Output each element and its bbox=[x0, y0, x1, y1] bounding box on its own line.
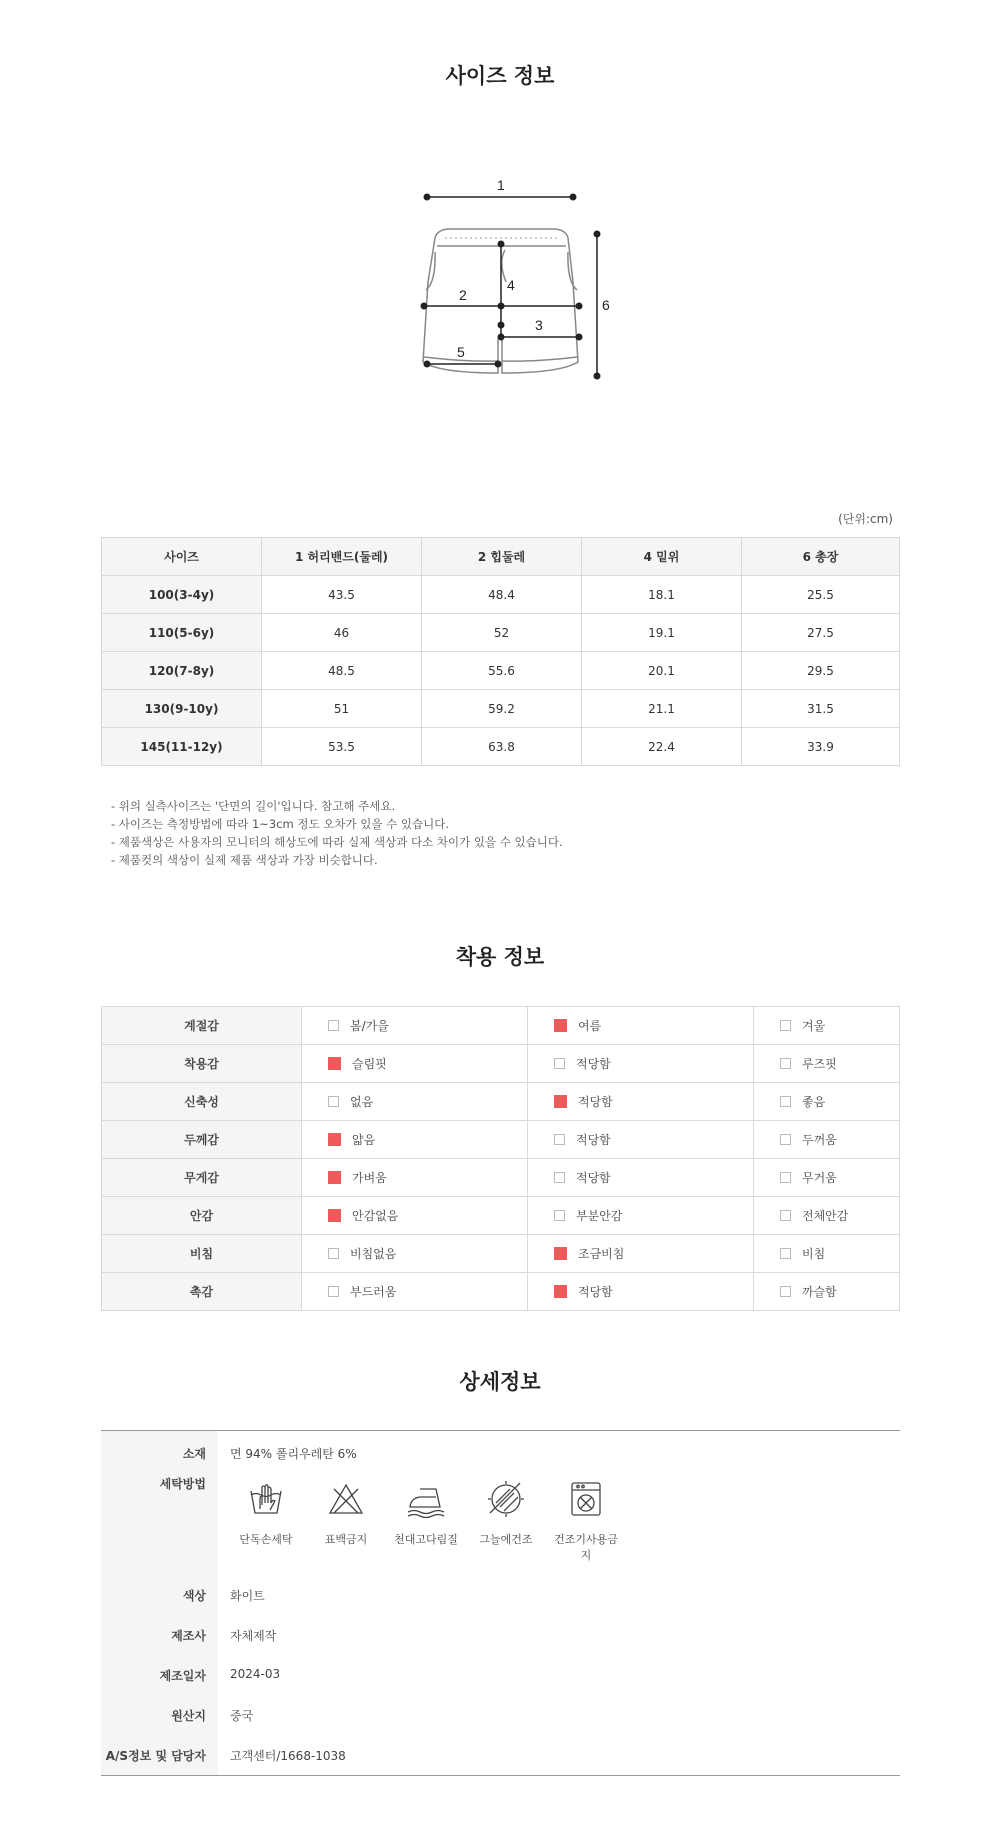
value-cell: 55.6 bbox=[422, 652, 582, 690]
fit-info-title: 착용 정보 bbox=[455, 945, 545, 969]
fit-option-label: 비침 bbox=[802, 1247, 826, 1261]
header-cell: 2 힙둘레 bbox=[422, 538, 582, 576]
fit-row bbox=[102, 1045, 900, 1083]
fit-option bbox=[302, 1235, 528, 1273]
checkbox-checked bbox=[328, 1171, 341, 1184]
note-item: - 사이즈는 측정방법에 따라 1~3cm 정도 오차가 있을 수 있습니다. bbox=[111, 817, 450, 831]
value-cell: 51 bbox=[262, 690, 422, 728]
no-bleach-icon bbox=[326, 1479, 366, 1519]
detail-row-date bbox=[101, 1655, 900, 1695]
fit-option-label: 루즈핏 bbox=[802, 1057, 837, 1071]
checkbox-unchecked bbox=[780, 1134, 791, 1145]
fit-option bbox=[528, 1159, 754, 1197]
size-info-title: 사이즈 정보 bbox=[445, 64, 555, 88]
checkbox-unchecked bbox=[780, 1058, 791, 1069]
fit-row bbox=[102, 1083, 900, 1121]
as-value: 고객센터/1668-1038 bbox=[230, 1749, 346, 1763]
as-label: A/S정보 및 담당자 bbox=[101, 1735, 218, 1776]
fit-option-label: 부드러움 bbox=[350, 1285, 397, 1299]
fit-option-label: 적당함 bbox=[578, 1285, 613, 1299]
fit-option bbox=[754, 1235, 900, 1273]
value-cell: 59.2 bbox=[422, 690, 582, 728]
fit-option-label: 무거움 bbox=[802, 1171, 837, 1185]
header-cell: 사이즈 bbox=[102, 538, 262, 576]
header-cell: 4 밑위 bbox=[582, 538, 742, 576]
detail-row-color bbox=[101, 1575, 900, 1615]
fit-option-label: 적당함 bbox=[576, 1171, 611, 1185]
diagram-label-4: 4 bbox=[507, 277, 515, 293]
header-cell: 1 허리밴드(둘레) bbox=[262, 538, 422, 576]
fit-row-label: 비침 bbox=[102, 1235, 302, 1273]
size-notes bbox=[111, 797, 563, 869]
detail-row-origin bbox=[101, 1695, 900, 1735]
value-cell: 18.1 bbox=[582, 576, 742, 614]
checkbox-unchecked bbox=[780, 1020, 791, 1031]
care-item bbox=[310, 1479, 382, 1563]
value-cell: 25.5 bbox=[742, 576, 900, 614]
fit-option-label: 조금비침 bbox=[578, 1247, 625, 1261]
diagram-label-3: 3 bbox=[535, 317, 543, 333]
checkbox-unchecked bbox=[554, 1134, 565, 1145]
fit-row bbox=[102, 1273, 900, 1311]
value-cell: 31.5 bbox=[742, 690, 900, 728]
care-item bbox=[390, 1479, 462, 1563]
care-item-label: 천대고다림질 bbox=[394, 1533, 458, 1546]
care-item-label: 표백금지 bbox=[324, 1533, 368, 1546]
fit-option bbox=[754, 1007, 900, 1045]
care-item-label: 단독손세탁 bbox=[239, 1533, 293, 1546]
value-cell: 33.9 bbox=[742, 728, 900, 766]
size-table bbox=[101, 537, 900, 766]
note-item: - 제품색상은 사용자의 모니터의 해상도에 따라 실제 색상과 다소 차이가 있을 수 있습니다. bbox=[111, 835, 563, 849]
value-cell: 52 bbox=[422, 614, 582, 652]
care-item bbox=[550, 1479, 622, 1563]
fit-option-label: 전체안감 bbox=[802, 1209, 849, 1223]
fit-option-label: 여름 bbox=[578, 1019, 602, 1033]
value-cell: 46 bbox=[262, 614, 422, 652]
checkbox-unchecked bbox=[328, 1020, 339, 1031]
table-row bbox=[102, 690, 900, 728]
fit-option bbox=[754, 1045, 900, 1083]
fit-option-label: 적당함 bbox=[578, 1095, 613, 1109]
fit-row bbox=[102, 1007, 900, 1045]
fit-option-label: 까슬함 bbox=[802, 1285, 837, 1299]
material-label: 소재 bbox=[101, 1431, 218, 1468]
maker-value: 자체제작 bbox=[230, 1629, 277, 1643]
size-cell: 100(3-4y) bbox=[102, 576, 262, 614]
detail-table bbox=[101, 1430, 900, 1776]
table-row bbox=[102, 614, 900, 652]
fit-row-label: 계절감 bbox=[102, 1007, 302, 1045]
care-item-label: 그늘에건조 bbox=[479, 1533, 533, 1546]
fit-table bbox=[101, 1006, 900, 1311]
checkbox-unchecked bbox=[554, 1058, 565, 1069]
fit-option-label: 적당함 bbox=[576, 1057, 611, 1071]
fit-option-label: 가벼움 bbox=[352, 1171, 387, 1185]
value-cell: 20.1 bbox=[582, 652, 742, 690]
checkbox-checked bbox=[554, 1247, 567, 1260]
fit-option bbox=[528, 1007, 754, 1045]
checkbox-unchecked bbox=[780, 1172, 791, 1183]
fit-option bbox=[302, 1197, 528, 1235]
size-cell: 145(11-12y) bbox=[102, 728, 262, 766]
fit-row bbox=[102, 1159, 900, 1197]
fit-row bbox=[102, 1235, 900, 1273]
fit-row-label: 안감 bbox=[102, 1197, 302, 1235]
fit-row-label: 두께감 bbox=[102, 1121, 302, 1159]
header-cell: 6 총장 bbox=[742, 538, 900, 576]
detail-row-care bbox=[101, 1467, 900, 1575]
fit-option-label: 비침없음 bbox=[350, 1247, 397, 1261]
date-value: 2024-03 bbox=[230, 1667, 281, 1681]
fit-option-label: 두꺼움 bbox=[802, 1133, 837, 1147]
material-value: 면 94% 폴리우레탄 6% bbox=[230, 1447, 357, 1461]
value-cell: 21.1 bbox=[582, 690, 742, 728]
size-cell: 130(9-10y) bbox=[102, 690, 262, 728]
fit-option-label: 부분안감 bbox=[576, 1209, 623, 1223]
checkbox-unchecked bbox=[554, 1172, 565, 1183]
unit-note: (단위:cm) bbox=[838, 512, 893, 526]
checkbox-unchecked bbox=[328, 1096, 339, 1107]
fit-option bbox=[754, 1273, 900, 1311]
checkbox-checked bbox=[328, 1133, 341, 1146]
fit-option-label: 적당함 bbox=[576, 1133, 611, 1147]
value-cell: 48.5 bbox=[262, 652, 422, 690]
fit-option-label: 봄/가을 bbox=[350, 1019, 389, 1033]
detail-row-as bbox=[101, 1735, 900, 1776]
checkbox-checked bbox=[328, 1057, 341, 1070]
value-cell: 53.5 bbox=[262, 728, 422, 766]
size-cell: 110(5-6y) bbox=[102, 614, 262, 652]
fit-option-label: 안감없음 bbox=[352, 1209, 399, 1223]
fit-option bbox=[302, 1121, 528, 1159]
fit-option-label: 겨울 bbox=[802, 1019, 826, 1033]
checkbox-checked bbox=[554, 1285, 567, 1298]
detail-info-title: 상세정보 bbox=[459, 1370, 541, 1394]
fit-option bbox=[528, 1083, 754, 1121]
table-row bbox=[102, 728, 900, 766]
diagram-label-1: 1 bbox=[497, 177, 505, 193]
maker-label: 제조사 bbox=[101, 1615, 218, 1655]
care-label: 세탁방법 bbox=[101, 1467, 218, 1575]
fit-option bbox=[528, 1235, 754, 1273]
shade-dry-icon bbox=[486, 1479, 526, 1519]
color-label: 색상 bbox=[101, 1575, 218, 1615]
fit-row-label: 신축성 bbox=[102, 1083, 302, 1121]
fit-row bbox=[102, 1121, 900, 1159]
value-cell: 63.8 bbox=[422, 728, 582, 766]
fit-option bbox=[754, 1159, 900, 1197]
value-cell: 27.5 bbox=[742, 614, 900, 652]
fit-option bbox=[302, 1273, 528, 1311]
shorts-size-diagram bbox=[400, 170, 630, 390]
note-item: - 제품컷의 색상이 실제 제품 색상과 가장 비슷합니다. bbox=[111, 853, 378, 867]
checkbox-unchecked bbox=[554, 1210, 565, 1221]
note-item: - 위의 실측사이즈는 '단면의 길이'입니다. 참고해 주세요. bbox=[111, 799, 396, 813]
value-cell: 29.5 bbox=[742, 652, 900, 690]
value-cell: 22.4 bbox=[582, 728, 742, 766]
care-item-label: 건조기사용금지 bbox=[554, 1533, 618, 1562]
fit-option bbox=[754, 1083, 900, 1121]
fit-option bbox=[302, 1045, 528, 1083]
fit-option-label: 슬림핏 bbox=[352, 1057, 387, 1071]
table-row bbox=[102, 576, 900, 614]
fit-option bbox=[302, 1159, 528, 1197]
fit-option bbox=[528, 1197, 754, 1235]
detail-row-material bbox=[101, 1431, 900, 1468]
checkbox-unchecked bbox=[780, 1210, 791, 1221]
checkbox-checked bbox=[328, 1209, 341, 1222]
care-item bbox=[230, 1479, 302, 1563]
fit-row-label: 무게감 bbox=[102, 1159, 302, 1197]
diagram-label-5: 5 bbox=[457, 344, 465, 360]
fit-option bbox=[528, 1273, 754, 1311]
fit-option bbox=[302, 1083, 528, 1121]
checkbox-unchecked bbox=[328, 1286, 339, 1297]
fit-row-label: 착용감 bbox=[102, 1045, 302, 1083]
checkbox-unchecked bbox=[780, 1096, 791, 1107]
value-cell: 48.4 bbox=[422, 576, 582, 614]
fit-option-label: 얇음 bbox=[352, 1133, 376, 1147]
diagram-label-2: 2 bbox=[459, 287, 467, 303]
color-value: 화이트 bbox=[230, 1589, 265, 1603]
fit-row-label: 촉감 bbox=[102, 1273, 302, 1311]
value-cell: 19.1 bbox=[582, 614, 742, 652]
origin-label: 원산지 bbox=[101, 1695, 218, 1735]
checkbox-checked bbox=[554, 1095, 567, 1108]
size-table-header bbox=[102, 538, 900, 576]
detail-row-maker bbox=[101, 1615, 900, 1655]
checkbox-unchecked bbox=[780, 1248, 791, 1259]
hand-wash-icon bbox=[246, 1479, 286, 1519]
fit-option bbox=[754, 1121, 900, 1159]
checkbox-unchecked bbox=[328, 1248, 339, 1259]
checkbox-unchecked bbox=[780, 1286, 791, 1297]
table-row bbox=[102, 652, 900, 690]
value-cell: 43.5 bbox=[262, 576, 422, 614]
diagram-label-6: 6 bbox=[602, 297, 610, 313]
date-label: 제조일자 bbox=[101, 1655, 218, 1695]
fit-option bbox=[528, 1121, 754, 1159]
origin-value: 중국 bbox=[230, 1709, 254, 1723]
checkbox-checked bbox=[554, 1019, 567, 1032]
fit-option bbox=[754, 1197, 900, 1235]
fit-option bbox=[528, 1045, 754, 1083]
no-tumble-dry-icon bbox=[566, 1479, 606, 1519]
care-item bbox=[470, 1479, 542, 1563]
fit-option-label: 없음 bbox=[350, 1095, 374, 1109]
fit-option bbox=[302, 1007, 528, 1045]
fit-row bbox=[102, 1197, 900, 1235]
fit-option-label: 좋음 bbox=[802, 1095, 826, 1109]
iron-with-cloth-icon bbox=[406, 1479, 446, 1519]
care-icons bbox=[230, 1479, 900, 1563]
size-cell: 120(7-8y) bbox=[102, 652, 262, 690]
